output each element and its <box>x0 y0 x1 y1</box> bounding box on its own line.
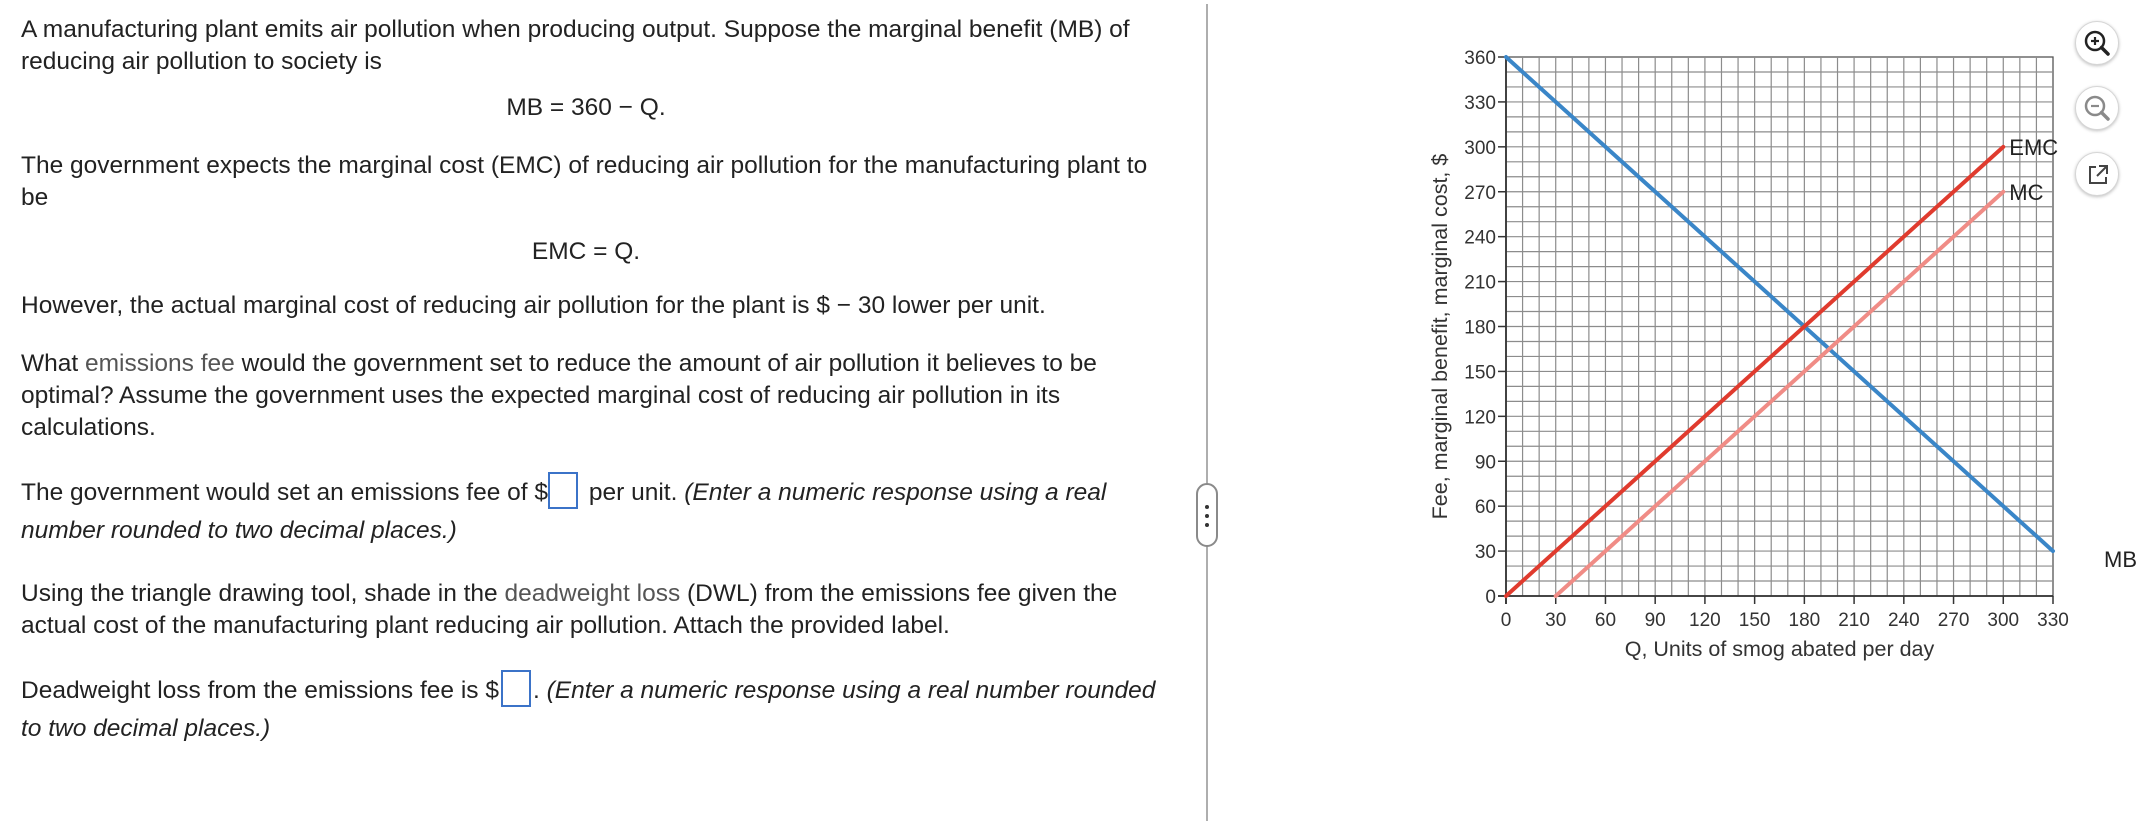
handle-dot-icon <box>1205 514 1209 518</box>
graph-area[interactable] <box>1400 20 2140 680</box>
x-tick-label: 270 <box>1937 610 1970 631</box>
panel-divider[interactable] <box>1206 4 1208 821</box>
y-tick-label: 360 <box>1464 48 1496 69</box>
y-tick-label: 300 <box>1464 137 1496 159</box>
dwl-instruction-paragraph <box>21 578 1171 642</box>
x-tick-label: 30 <box>1545 610 1567 631</box>
y-tick-label: 90 <box>1474 452 1496 474</box>
deadweight-loss-glossary-link[interactable]: deadweight loss <box>504 580 681 607</box>
y-tick-label: 120 <box>1464 407 1496 429</box>
x-tick-label: 60 <box>1594 610 1617 631</box>
chart-grid <box>1506 57 2053 596</box>
chart-labels <box>1428 135 2137 661</box>
y-tick-label: 0 <box>1485 587 1496 608</box>
divider-drag-handle[interactable] <box>1196 483 1218 547</box>
dwl-instruction-post: (DWL) from the emissions fee given the actual cost of the manufacturing plant reducing air pollution. Attach the provided label. <box>21 580 1118 639</box>
curve-label-mb: MB <box>2104 547 2137 573</box>
chart-axes <box>1464 48 2069 631</box>
emc-equation: EMC = Q. <box>531 238 641 265</box>
handle-dot-icon <box>1205 523 1209 527</box>
fee-answer-pre: The government would set an emissions fee of $ <box>21 479 549 506</box>
dwl-answer-row <box>21 670 1171 748</box>
emissions-fee-glossary-link[interactable]: emissions fee <box>85 350 235 377</box>
y-tick-label: 210 <box>1464 272 1496 294</box>
handle-dot-icon <box>1205 505 1209 509</box>
actual-cost-paragraph: However, the actual marginal cost of reducing air pollution for the plant is $ − 30 lower per unit. <box>21 292 1046 319</box>
question-pre-text: What <box>21 350 85 377</box>
dwl-instruction-pre: Using the triangle drawing tool, shade in the <box>21 580 505 607</box>
popout-button[interactable] <box>2075 152 2119 196</box>
zoom-in-button[interactable] <box>2075 21 2119 65</box>
mb-equation: MB = 360 − Q. <box>506 94 666 121</box>
x-axis-label: Q, Units of smog abated per day <box>1624 637 1935 661</box>
y-tick-label: 240 <box>1464 227 1496 249</box>
y-tick-label: 60 <box>1474 497 1496 519</box>
x-tick-label: 0 <box>1500 610 1512 631</box>
y-tick-label: 180 <box>1464 317 1496 339</box>
curve-label-mc: MC <box>2009 179 2044 205</box>
fee-answer-row <box>21 472 1171 550</box>
zoom-out-icon <box>2076 87 2120 131</box>
x-tick-label: 300 <box>1987 610 2020 631</box>
curve-mc <box>1556 192 2004 596</box>
fee-answer-post: per unit. <box>582 479 685 506</box>
zoom-out-button[interactable] <box>2075 86 2119 130</box>
y-tick-label: 150 <box>1464 362 1496 384</box>
zoom-in-icon <box>2076 22 2120 66</box>
x-tick-label: 240 <box>1887 610 1920 631</box>
dwl-answer-pre: Deadweight loss from the emissions fee is $ <box>21 677 499 704</box>
y-axis-label: Fee, marginal benefit, marginal cost, $ <box>1428 153 1452 520</box>
curve-mb <box>1506 57 2053 551</box>
y-tick-label: 330 <box>1464 92 1496 114</box>
fee-answer-hint: (Enter a numeric response using a real number rounded to two decimal places.) <box>21 479 1107 544</box>
x-tick-label: 90 <box>1644 610 1666 631</box>
external-link-icon <box>2076 153 2120 197</box>
curve-label-emc: EMC <box>2009 134 2059 160</box>
problem-text <box>21 14 1171 748</box>
x-tick-label: 120 <box>1689 610 1721 631</box>
intro-paragraph: A manufacturing plant emits air pollution when producing output. Suppose the marginal benefit (MB) of reducing air pollution to society is <box>21 16 1130 75</box>
deadweight-loss-input[interactable] <box>501 670 531 707</box>
dwl-answer-post: . <box>532 677 547 704</box>
dwl-answer-hint: (Enter a numeric response using a real number rounded to two decimal places.) <box>21 677 1156 742</box>
question-paragraph <box>21 348 1171 444</box>
x-tick-label: 330 <box>2037 610 2069 631</box>
y-tick-label: 270 <box>1464 182 1496 204</box>
y-tick-label: 30 <box>1474 542 1496 564</box>
question-post-text: would the government set to reduce the amount of air pollution it believes to be optimal? Assume the government uses the expected marginal cost of reducing air pollution in its calculations. <box>21 350 1097 441</box>
x-tick-label: 150 <box>1738 610 1771 631</box>
emc-paragraph: The government expects the marginal cost (EMC) of reducing air pollution for the manufacturing plant to be <box>21 152 1148 211</box>
x-tick-label: 210 <box>1838 610 1870 631</box>
x-tick-label: 180 <box>1788 610 1821 631</box>
emissions-fee-input[interactable] <box>548 472 578 509</box>
